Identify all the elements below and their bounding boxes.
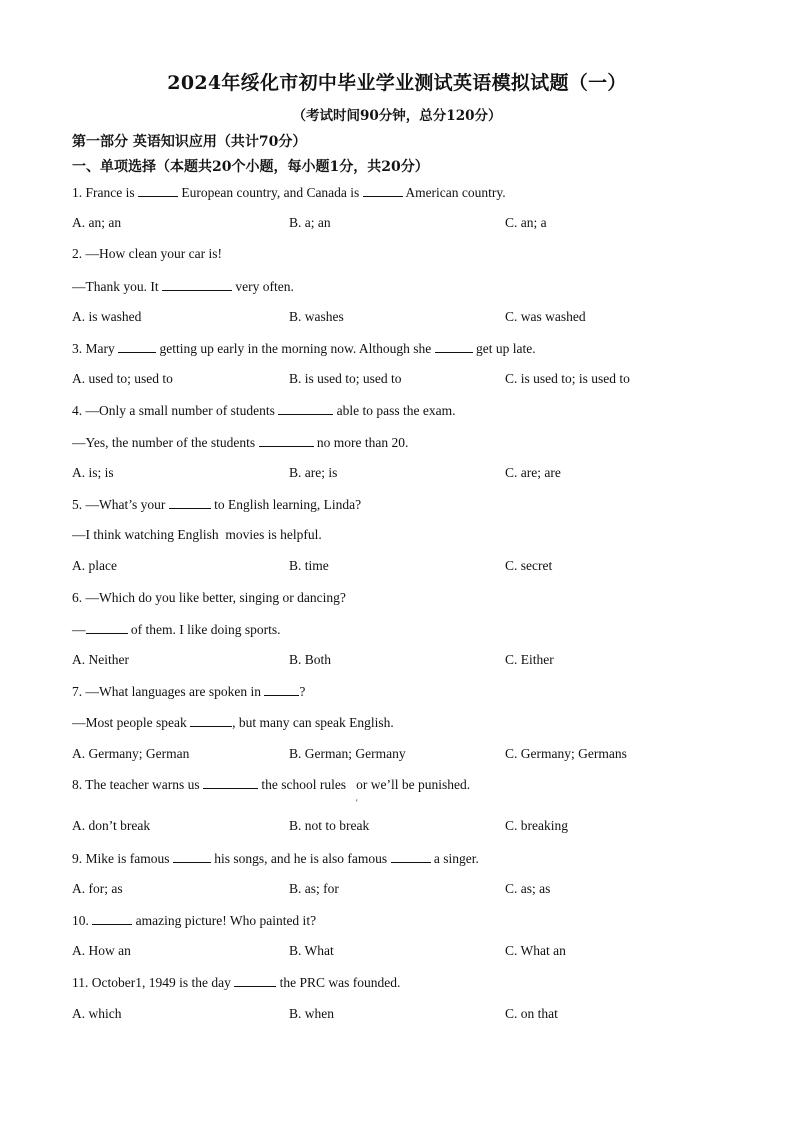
question-5-line-1	[72, 496, 361, 513]
question-1-option-c[interactable]: C. an; a	[505, 215, 547, 230]
question-text: —Thank you. It	[72, 279, 162, 294]
question-2-line-1	[72, 246, 222, 262]
question-4-option-b[interactable]: B. are; is	[289, 465, 338, 480]
question-8-option-b[interactable]: B. not to break	[289, 818, 370, 833]
question-6-line-2	[72, 621, 280, 638]
answer-blank[interactable]	[138, 184, 178, 197]
question-text: 7. —What languages are spoken in	[72, 684, 265, 699]
question-5-option-b[interactable]: B. time	[289, 558, 329, 573]
question-4-line-2	[72, 434, 408, 451]
question-6-line-1	[72, 590, 346, 606]
question-4-option-c[interactable]: C. are; are	[505, 465, 561, 480]
answer-blank[interactable]	[259, 434, 314, 447]
answer-blank[interactable]	[363, 184, 403, 197]
question-9-line-1	[72, 850, 479, 867]
question-1-line-1	[72, 184, 506, 201]
answer-blank[interactable]	[162, 278, 232, 291]
question-text: —	[72, 622, 86, 637]
stray-mark: '	[356, 798, 358, 808]
answer-blank[interactable]	[86, 621, 128, 634]
question-11-option-c[interactable]: C. on that	[505, 1006, 558, 1021]
question-text: —I think watching English movies is helpful.	[72, 527, 322, 542]
question-10-line-1	[72, 912, 316, 929]
question-7-line-2	[72, 714, 394, 731]
question-3-option-b[interactable]: B. is used to; used to	[289, 371, 402, 386]
question-text: —Most people speak	[72, 715, 191, 730]
question-text: the PRC was founded.	[276, 975, 401, 990]
question-11-option-a[interactable]: A. which	[72, 1006, 122, 1021]
question-text: European country, and Canada is	[177, 185, 363, 200]
question-8-line-1	[72, 776, 470, 793]
question-2-option-c[interactable]: C. was washed	[505, 309, 586, 324]
question-5-option-c[interactable]: C. secret	[505, 558, 553, 573]
question-text: of them. I like doing sports.	[127, 622, 281, 637]
question-9-option-a[interactable]: A. for; as	[72, 881, 123, 896]
answer-blank[interactable]	[234, 974, 276, 987]
question-text: get up late.	[472, 341, 536, 356]
question-text: to English learning, Linda?	[210, 497, 362, 512]
answer-blank[interactable]	[118, 340, 156, 353]
question-text: 2. —How clean your car is!	[72, 246, 222, 261]
question-8-option-a[interactable]: A. don’t break	[72, 818, 151, 833]
question-text: , but many can speak English.	[232, 715, 394, 730]
question-text: able to pass the exam.	[333, 403, 456, 418]
question-text: 11. October1, 1949 is the day	[72, 975, 235, 990]
answer-blank[interactable]	[190, 714, 232, 727]
question-text: amazing picture! Who painted it?	[132, 913, 317, 928]
question-text: a singer.	[430, 851, 479, 866]
answer-blank[interactable]	[278, 402, 333, 415]
question-10-option-b[interactable]: B. What	[289, 943, 334, 958]
question-text: American country.	[402, 185, 506, 200]
question-8-option-c[interactable]: C. breaking	[505, 818, 568, 833]
question-text: 6. —Which do you like better, singing or dancing?	[72, 590, 346, 605]
question-11-line-1	[72, 974, 400, 991]
answer-blank[interactable]	[391, 850, 431, 863]
question-11-option-b[interactable]: B. when	[289, 1006, 334, 1021]
question-6-option-a[interactable]: A. Neither	[72, 652, 129, 667]
exam-time-note: （考试时间90分钟，总分120分）	[292, 108, 502, 124]
answer-blank[interactable]	[435, 340, 473, 353]
question-text: 4. —Only a small number of students	[72, 403, 279, 418]
part-heading: 第一部分 英语知识应用（共计70分）	[72, 134, 307, 150]
question-1-option-b[interactable]: B. a; an	[289, 215, 331, 230]
question-9-option-b[interactable]: B. as; for	[289, 881, 339, 896]
question-text: the school rules or we’ll be punished.	[257, 777, 471, 792]
question-3-line-1	[72, 340, 536, 357]
question-9-option-c[interactable]: C. as; as	[505, 881, 551, 896]
question-text: 9. Mike is famous	[72, 851, 173, 866]
answer-blank[interactable]	[264, 683, 299, 696]
question-7-option-a[interactable]: A. Germany; German	[72, 746, 190, 761]
question-4-option-a[interactable]: A. is; is	[72, 465, 114, 480]
question-3-option-c[interactable]: C. is used to; is used to	[505, 371, 630, 386]
question-text: getting up early in the morning now. Although she	[156, 341, 435, 356]
question-7-option-b[interactable]: B. German; Germany	[289, 746, 406, 761]
question-text: 8. The teacher warns us	[72, 777, 203, 792]
question-10-option-c[interactable]: C. What an	[505, 943, 566, 958]
question-6-option-b[interactable]: B. Both	[289, 652, 332, 667]
question-6-option-c[interactable]: C. Either	[505, 652, 554, 667]
question-2-option-b[interactable]: B. washes	[289, 309, 344, 324]
question-1-option-a[interactable]: A. an; an	[72, 215, 122, 230]
question-text: 5. —What’s your	[72, 497, 169, 512]
question-5-option-a[interactable]: A. place	[72, 558, 117, 573]
page-title: 2024年绥化市初中毕业学业测试英语模拟试题（一）	[167, 72, 627, 94]
question-text: 10.	[72, 913, 93, 928]
question-7-line-1	[72, 683, 305, 700]
question-text: his songs, and he is also famous	[210, 851, 391, 866]
answer-blank[interactable]	[92, 912, 132, 925]
section-heading: 一、单项选择（本题共20个小题，每小题1分，共20分）	[72, 159, 429, 175]
question-10-option-a[interactable]: A. How an	[72, 943, 131, 958]
answer-blank[interactable]	[203, 776, 258, 789]
answer-blank[interactable]	[173, 850, 211, 863]
question-text: very often.	[232, 279, 294, 294]
question-text: —Yes, the number of the students	[72, 435, 259, 450]
question-2-line-2	[72, 278, 294, 295]
question-text: 1. France is	[72, 185, 138, 200]
question-4-line-1	[72, 402, 455, 419]
question-3-option-a[interactable]: A. used to; used to	[72, 371, 173, 386]
question-text: 3. Mary	[72, 341, 119, 356]
question-7-option-c[interactable]: C. Germany; Germans	[505, 746, 627, 761]
question-text: ?	[299, 684, 306, 699]
question-5-line-2	[72, 527, 322, 543]
question-text: no more than 20.	[313, 435, 409, 450]
answer-blank[interactable]	[169, 496, 211, 509]
question-2-option-a[interactable]: A. is washed	[72, 309, 142, 324]
